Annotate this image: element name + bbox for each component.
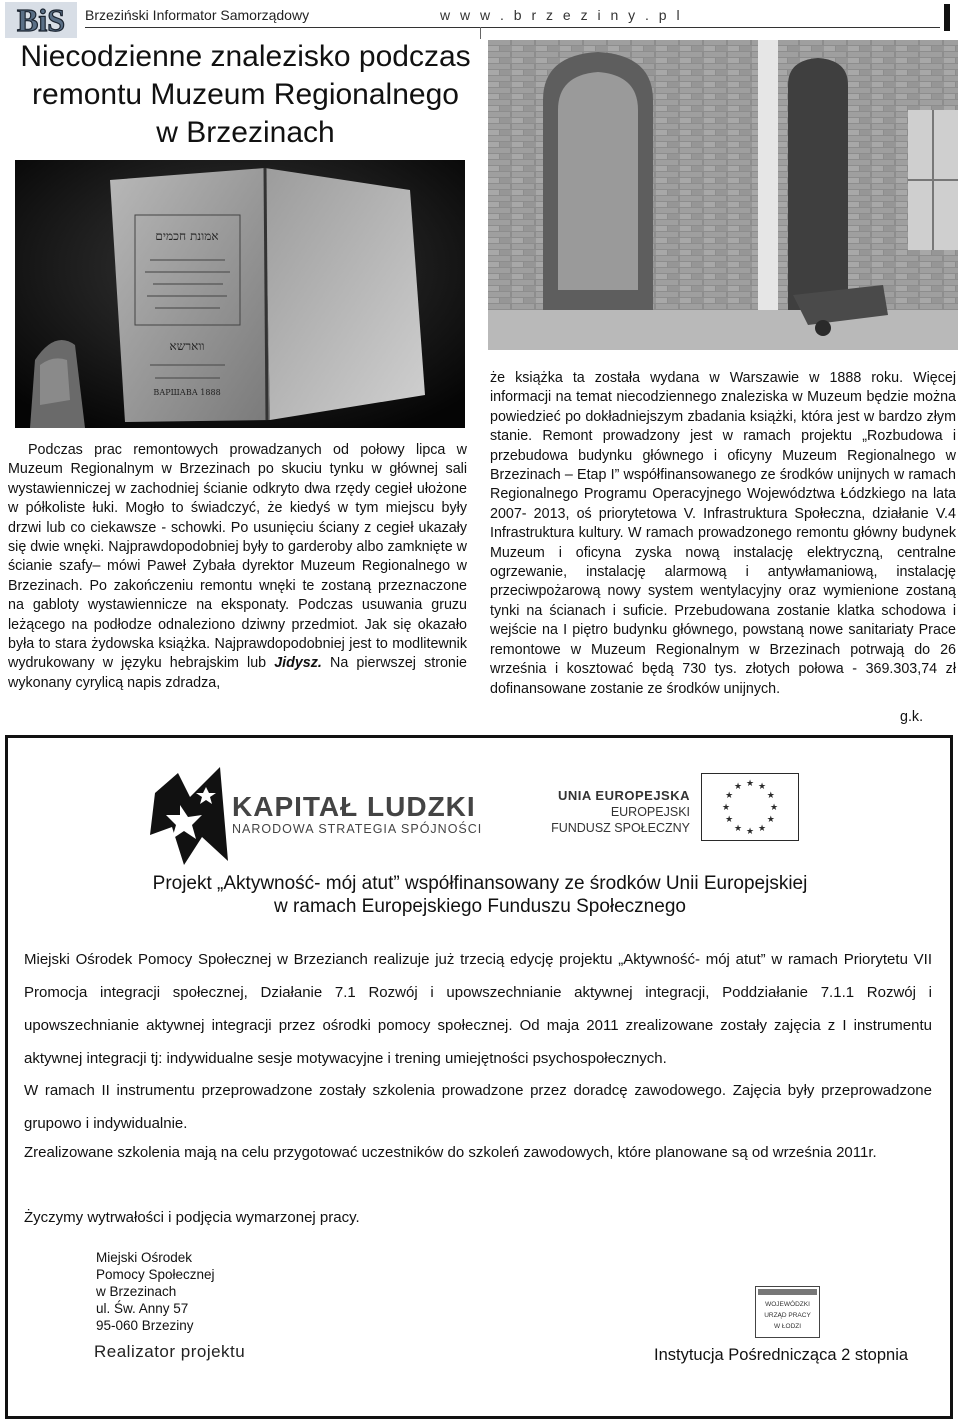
eu-star-icon: ★ — [745, 827, 755, 837]
project-title — [100, 872, 860, 918]
eu-star-icon: ★ — [766, 815, 775, 825]
website-url[interactable]: w w w . b r z e z i n y . p l — [440, 7, 683, 23]
wup-logo-line2: URZĄD PRACY — [764, 1312, 811, 1319]
ad-paragraph-2: W ramach II instrumentu przeprowadzone zostały szkolenia prowadzone przez doradcę zawodowego. Zajęcia były przeprowadzone grupowo i indywidualnie. — [24, 1082, 932, 1132]
header-divider — [480, 27, 481, 39]
book-hebrew-title: אמונת חכמים — [155, 229, 219, 243]
eu-star-icon: ★ — [757, 823, 767, 834]
article-text-left-end: Na pierwszej stronie wykonany cyrylicą napis zdradza, — [8, 655, 467, 691]
eu-label-line2: EUROPEJSKI — [610, 805, 690, 819]
kapital-ludzki-subtitle: NARODOWA STRATEGIA SPÓJNOŚCI — [232, 822, 483, 836]
eu-star-icon: ★ — [725, 815, 734, 825]
eu-star-icon: ★ — [721, 803, 731, 813]
article-text-left: Podczas prac remontowych prowadzanych od połowy lipca w Muzeum Regionalnym w Brzezinach po skuciu tynku w głównej sali wystawienniczej w zachodniej ścianie odkryto dwa rzędy cegieł ułożone w półkoliste łuki. Mogło to świadczyć, że kiedyś w tym miejscu były drzwi lub co ciekawsze - schowki. Po usunięciu ściany z cegieł ukazały się dwie wnęki. Najprawdopodobniej były to garderoby albo zamknięte w ścianie szafy– mówi Paweł Zybała dyrektor Muzeum Regionalnego w Brzezinach. Po zakończeniu remontu wnęki te zostaną przeznaczone na gabloty wystawiennicze na eksponaty. Podczas usuwania gruzu leżącego na podłodze odnaleziono dziwny przedmiot. Jak się okazało była to stara żydowska książka. Najprawdopodobniej jest to modlitewnik wydrukowany w języku hebrajskim lub — [8, 442, 467, 672]
page-marker — [944, 4, 950, 31]
realizator-address — [96, 1249, 215, 1334]
header-rule — [85, 27, 940, 28]
book-hebrew-city: ווארשא — [169, 339, 205, 353]
wup-logo-line3: W ŁODZI — [773, 1323, 802, 1330]
bis-logo — [5, 2, 77, 38]
intermediate-institution-label: Instytucja Pośrednicząca 2 stopnia — [654, 1346, 909, 1364]
eu-star-icon: ★ — [757, 782, 767, 793]
article-emphasis-jidysz: Jidysz. — [274, 655, 322, 672]
ad-paragraph-1: Miejski Ośrodek Pomocy Społecznej w Brzezianch realizuje już trzecią edycję projektu „Aktywność- mój atut” w ramach Priorytetu VII Promocja integracji społecznej, Działanie 7.1 Rozwój i upowszechnianie aktywnej integracji, Poddziałanie 7.1.1 Rozwój i upowszechnianie aktywnej integracji przez ośrodki pomocy społecznej. Od maja 2011 zrealizowane zostały zajęcia z I instrumentu aktywnej integracji tj: indywidualne sesje motywacyjne i trening umiejętności psychospołecznych. — [24, 951, 932, 1067]
project-title-line2: w ramach Europejskiego Funduszu Społecznego — [274, 896, 686, 917]
kapital-ludzki-emblem-icon — [150, 765, 232, 865]
bis-logo-text: BiS — [16, 2, 66, 38]
wup-logo-icon — [755, 1286, 820, 1338]
eu-star-icon: ★ — [745, 779, 755, 789]
article-column-right: że książka ta została wydana w Warszawie w 1888 roku. Więcej informacji na temat niecodziennego znaleziska w Muzeum będzie można powiedzieć po dokładniejszym zbadania książki, która jest w bardzo złym stanie. Remont prowadzony jest w ramach projektu „Rozbudowa i przebudowa budynku głównego i oficyny Muzeum Regionalnego w Brzezinach – Etap I” współfinansowanego ze środków unijnych w ramach Regionalnego Programu Operacyjnego Województwa Łódzkiego na lata 2007- 2013, oś priorytetowa V. Infrastruktura Społeczna, działanie V.4 Infrastruktura kultury. W ramach prowadzonego remontu główny budynek Muzeum i oficyna zyska nową instalację elektryczną, centralne ogrzewanie, instalację alarmową i antywłamaniową, instalację przeciwpożarową nowy system wentylacyjny oraz wymienione zostaną tynki na ścianach i suficie. Przebudowana zostanie klatka schodowa i wejście na I piętro budynku głównego, powstaną nowe sanitariaty Prace remontowe w Muzeum Regionalnym w Brzezinach potrwają do 26 września i kosztować będą 730 tys. złotych połowa - 369.303,74 zł dofinansowane zostanie ze środków unijnych. — [490, 370, 956, 697]
photo-museum-wall-niches — [488, 40, 958, 350]
photo-old-book — [15, 160, 465, 428]
address-line: Pomocy Społecznej — [96, 1267, 215, 1282]
address-line: Miejski Ośrodek — [96, 1250, 193, 1265]
eu-star-icon: ★ — [769, 803, 779, 813]
eu-label-line3: FUNDUSZ SPOŁECZNY — [551, 821, 690, 835]
eu-star-icon: ★ — [766, 791, 775, 801]
address-line: 95-060 Brzeziny — [96, 1318, 194, 1333]
eu-star-icon: ★ — [733, 782, 743, 793]
eu-star-icon: ★ — [725, 791, 734, 801]
article-column-left — [8, 441, 467, 693]
address-line: ul. Św. Anny 57 — [96, 1301, 189, 1316]
kapital-ludzki-title: KAPITAŁ LUDZKI — [232, 791, 476, 822]
realizator-label: Realizator projektu — [94, 1342, 246, 1361]
article-signature: g.k. — [900, 709, 924, 725]
address-line: w Brzezinach — [96, 1284, 177, 1299]
wup-logo-line1: WOJEWÓDZKI — [765, 1301, 810, 1308]
book-cyrillic-imprint: ВАРШАВА 1888 — [153, 388, 221, 397]
eu-star-icon: ★ — [733, 823, 743, 834]
ad-paragraph-3: Zrealizowane szkolenia mają na celu przygotować uczestników do szkoleń zawodowych, które planowane są od września 2011r. — [24, 1144, 877, 1161]
eu-label-line1: UNIA EUROPEJSKA — [558, 788, 690, 803]
project-title-line1: Projekt „Aktywność- mój atut” współfinansowany ze środków Unii Europejskiej — [152, 873, 808, 894]
eu-label — [520, 788, 690, 836]
article-headline: Niecodzienne znalezisko podczas remontu Muzeum Regionalnego w Brzezinach — [20, 40, 471, 149]
ad-paragraph-4: Życzymy wytrwałości i podjęcia wymarzonej pracy. — [24, 1209, 360, 1226]
publication-title: Brzeziński Informator Samorządowy — [85, 7, 310, 23]
eu-flag-stars-icon — [701, 773, 799, 841]
